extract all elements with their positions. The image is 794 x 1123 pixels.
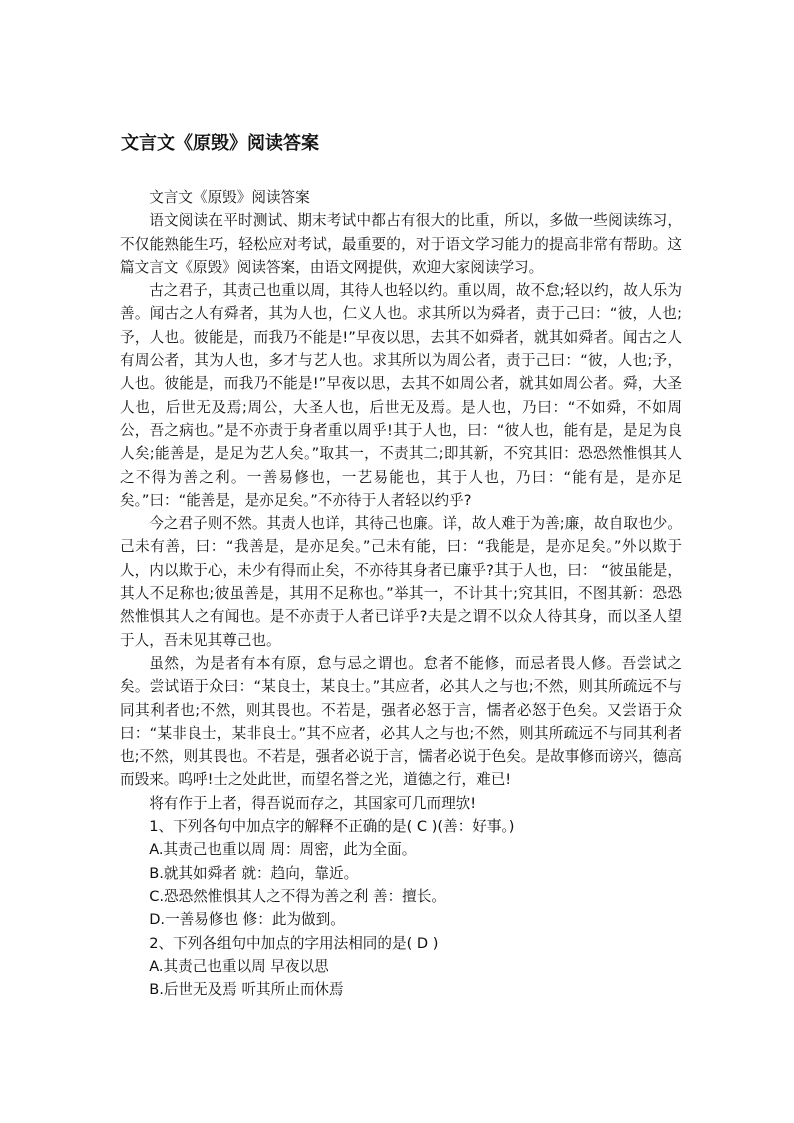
question-1: 1、下列各句中加点字的解释不正确的是( C )(善：好事。)	[149, 818, 515, 836]
document-title: 文言文《原毁》阅读答案	[121, 133, 319, 154]
question-2-option-b: B.后世无及焉 听其所止而休焉	[149, 981, 344, 999]
document-body	[120, 186, 682, 1001]
question-2-option-a: A.其责己也重以周 早夜以思	[149, 957, 329, 975]
question-1-option-c: C.恐恐然惟惧其人之不得为善之利 善：擅长。	[149, 887, 446, 905]
text-paragraph-4: 将有作于上者，得吾说而存之，其国家可几而理欤!	[149, 794, 477, 812]
question-1-option-b: B.就其如舜者 就：趋向，靠近。	[149, 864, 359, 882]
question-1-option-a: A.其责己也重以周 周：周密，此为全面。	[149, 841, 417, 859]
text-paragraph-2: 今之君子则不然。其责人也详，其待己也廉。详，故人难于为善;廉，故自取也少。己未有善，曰：“我善是，是亦足矣。”己未有能，曰：“我能是，是亦足矣。”外以欺于人，内以欺于心，未少有得而止矣，不亦待其身者已廉乎?其于人也，曰： “彼虽能是，其人不足称也;彼虽善是，其用不足称也。”举其一，不计其十;究其旧，不图其新：恐恐然惟惧其人之有闻也。是不亦责于人者已详乎?夫是之谓不以众人待其身，而以圣人望于人，吾未见其尊己也。	[120, 515, 682, 649]
text-paragraph-1: 古之君子，其责己也重以周，其待人也轻以约。重以周，故不怠;轻以约，故人乐为善。闻古之人有舜者，其为人也，仁义人也。求其所以为舜者，责于己曰：“彼，人也;予，人也。彼能是，而我乃不能是!”早夜以思，去其不如舜者，就其如舜者。闻古之人有周公者，其为人也，多才与艺人也。求其所以为周公者，责于己曰：“彼，人也;予，人也。彼能是，而我乃不能是!”早夜以思，去其不如周公者，就其如周公者。舜，大圣人也，后世无及焉;周公，大圣人也，后世无及焉。是人也，乃曰：“不如舜，不如周公，吾之病也。”是不亦责于身者重以周乎!其于人也，曰：“彼人也，能有是，是足为良人矣;能善是，是足为艺人矣。”取其一，不责其二;即其新，不究其旧：恐恐然惟惧其人之不得为善之利。一善易修也，一艺易能也，其于人也，乃曰：“能有是，是亦足矣。”曰：“能善是，是亦足矣。”不亦待于人者轻以约乎?	[120, 282, 682, 509]
text-paragraph-3: 虽然，为是者有本有原，怠与忌之谓也。怠者不能修，而忌者畏人修。吾尝试之矣。尝试语于众曰：“某良士，某良士。”其应者，必其人之与也;不然，则其所疏远不与同其利者也;不然，则其畏也。不若是，强者必怒于言，懦者必怒于色矣。又尝语于众曰：“某非良士，某非良士。”其不应者，必其人之与也;不然，则其所疏远不与同其利者也;不然，则其畏也。不若是，强者必说于言，懦者必说于色矣。是故事修而谤兴，德高而毁来。呜呼!士之处此世，而望名誉之光，道德之行，难已!	[120, 654, 682, 789]
question-1-option-d: D.一善易修也 修：此为做到。	[149, 911, 345, 929]
question-2: 2、下列各组句中加点的字用法相同的是( D )	[149, 934, 439, 952]
subtitle-paragraph: 文言文《原毁》阅读答案	[149, 189, 310, 206]
intro-paragraph: 语文阅读在平时测试、期末考试中都占有很大的比重，所以，多做一些阅读练习，不仅能熟能生巧，轻松应对考试，最重要的，对于语文学习能力的提高非常有帮助。这篇文言文《原毁》阅读答案，由语文网提供，欢迎大家阅读学习。	[120, 212, 682, 276]
